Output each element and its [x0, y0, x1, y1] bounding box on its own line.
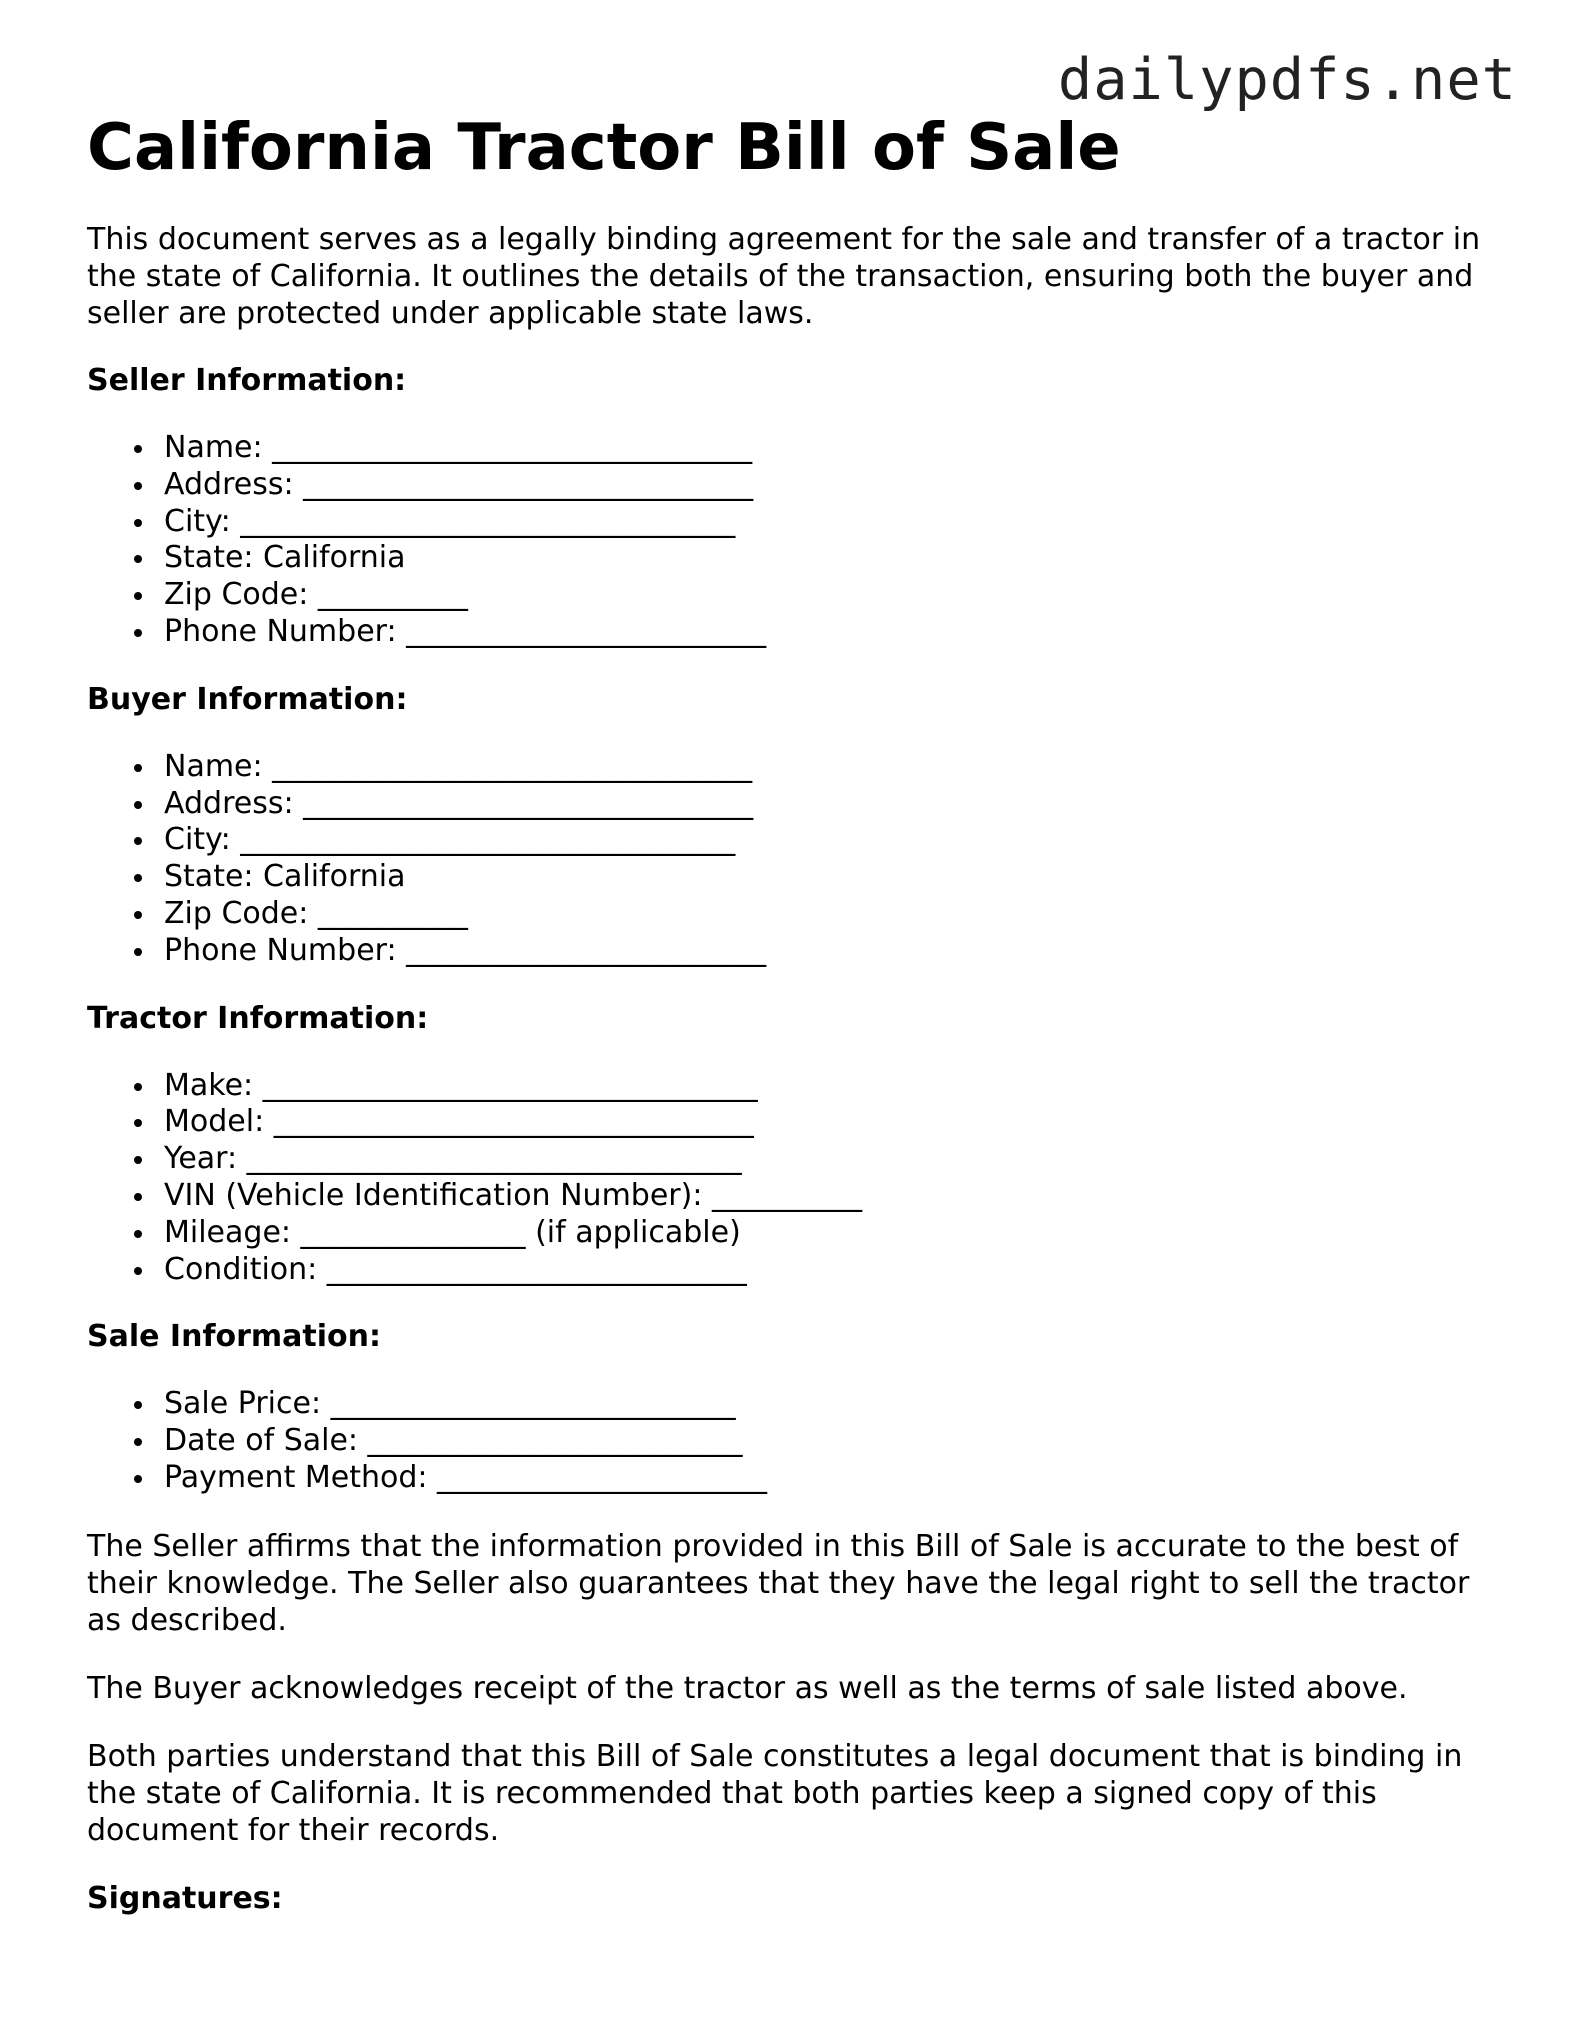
payment-method-field[interactable]: Payment Method: ______________________ [164, 1460, 1507, 1497]
seller-field-list [87, 430, 1507, 651]
seller-section-heading: Seller Information: [87, 363, 407, 398]
watermark: dailypdfs.net [1057, 47, 1517, 113]
document-page [87, 105, 1507, 1917]
intro-paragraph: This document serves as a legally binding agreement for the sale and transfer of a tractor in the state of California. It outlines the details of the transaction, ensuring both the buyer and seller are protected under applicable state laws. [87, 222, 1481, 331]
seller-state-field: State: California [164, 540, 1507, 577]
seller-city-field[interactable]: City: _________________________________ [164, 504, 1507, 541]
tractor-model-field[interactable]: Model: ________________________________ [164, 1104, 1507, 1141]
seller-affirmation-paragraph: The Seller affirms that the information provided in this Bill of Sale is accurate to the best of their knowledge. The Seller also guarantees that they have the legal right to sell the tractor as described. [87, 1528, 1470, 1638]
tractor-field-list [87, 1068, 1507, 1289]
tractor-condition-field[interactable]: Condition: ____________________________ [164, 1252, 1507, 1289]
sale-section-heading: Sale Information: [87, 1319, 381, 1355]
tractor-make-field[interactable]: Make: _________________________________ [164, 1068, 1507, 1105]
tractor-vin-field[interactable]: VIN (Vehicle Identification Number): __________ [164, 1178, 1507, 1215]
tractor-mileage-field[interactable]: Mileage: _______________ (if applicable) [164, 1215, 1507, 1252]
seller-address-field[interactable]: Address: ______________________________ [164, 467, 1507, 504]
buyer-city-field[interactable]: City: _________________________________ [164, 822, 1507, 859]
seller-name-field[interactable]: Name: ________________________________ [164, 430, 1507, 467]
buyer-address-field[interactable]: Address: ______________________________ [164, 786, 1507, 823]
buyer-state-field: State: California [164, 859, 1507, 896]
buyer-section-heading: Buyer Information: [87, 681, 408, 717]
binding-paragraph: Both parties understand that this Bill of Sale constitutes a legal document that is binding in the state of California. It is recommended that both parties keep a signed copy of this document for their records. [87, 1738, 1463, 1848]
buyer-phone-field[interactable]: Phone Number: ________________________ [164, 933, 1507, 970]
buyer-zip-field[interactable]: Zip Code: __________ [164, 896, 1507, 933]
sale-field-list [87, 1386, 1507, 1496]
sale-price-field[interactable]: Sale Price: ___________________________ [164, 1386, 1507, 1423]
seller-phone-field[interactable]: Phone Number: ________________________ [164, 614, 1507, 651]
buyer-name-field[interactable]: Name: ________________________________ [164, 749, 1507, 786]
tractor-year-field[interactable]: Year: _________________________________ [164, 1141, 1507, 1178]
signatures-heading: Signatures: [87, 1880, 283, 1916]
seller-zip-field[interactable]: Zip Code: __________ [164, 577, 1507, 614]
buyer-field-list [87, 749, 1507, 970]
document-title: California Tractor Bill of Sale [87, 111, 1121, 185]
tractor-section-heading: Tractor Information: [87, 1000, 429, 1036]
buyer-acknowledgement-paragraph: The Buyer acknowledges receipt of the tractor as well as the terms of sale listed above. [87, 1670, 1408, 1706]
sale-date-field[interactable]: Date of Sale: _________________________ [164, 1423, 1507, 1460]
